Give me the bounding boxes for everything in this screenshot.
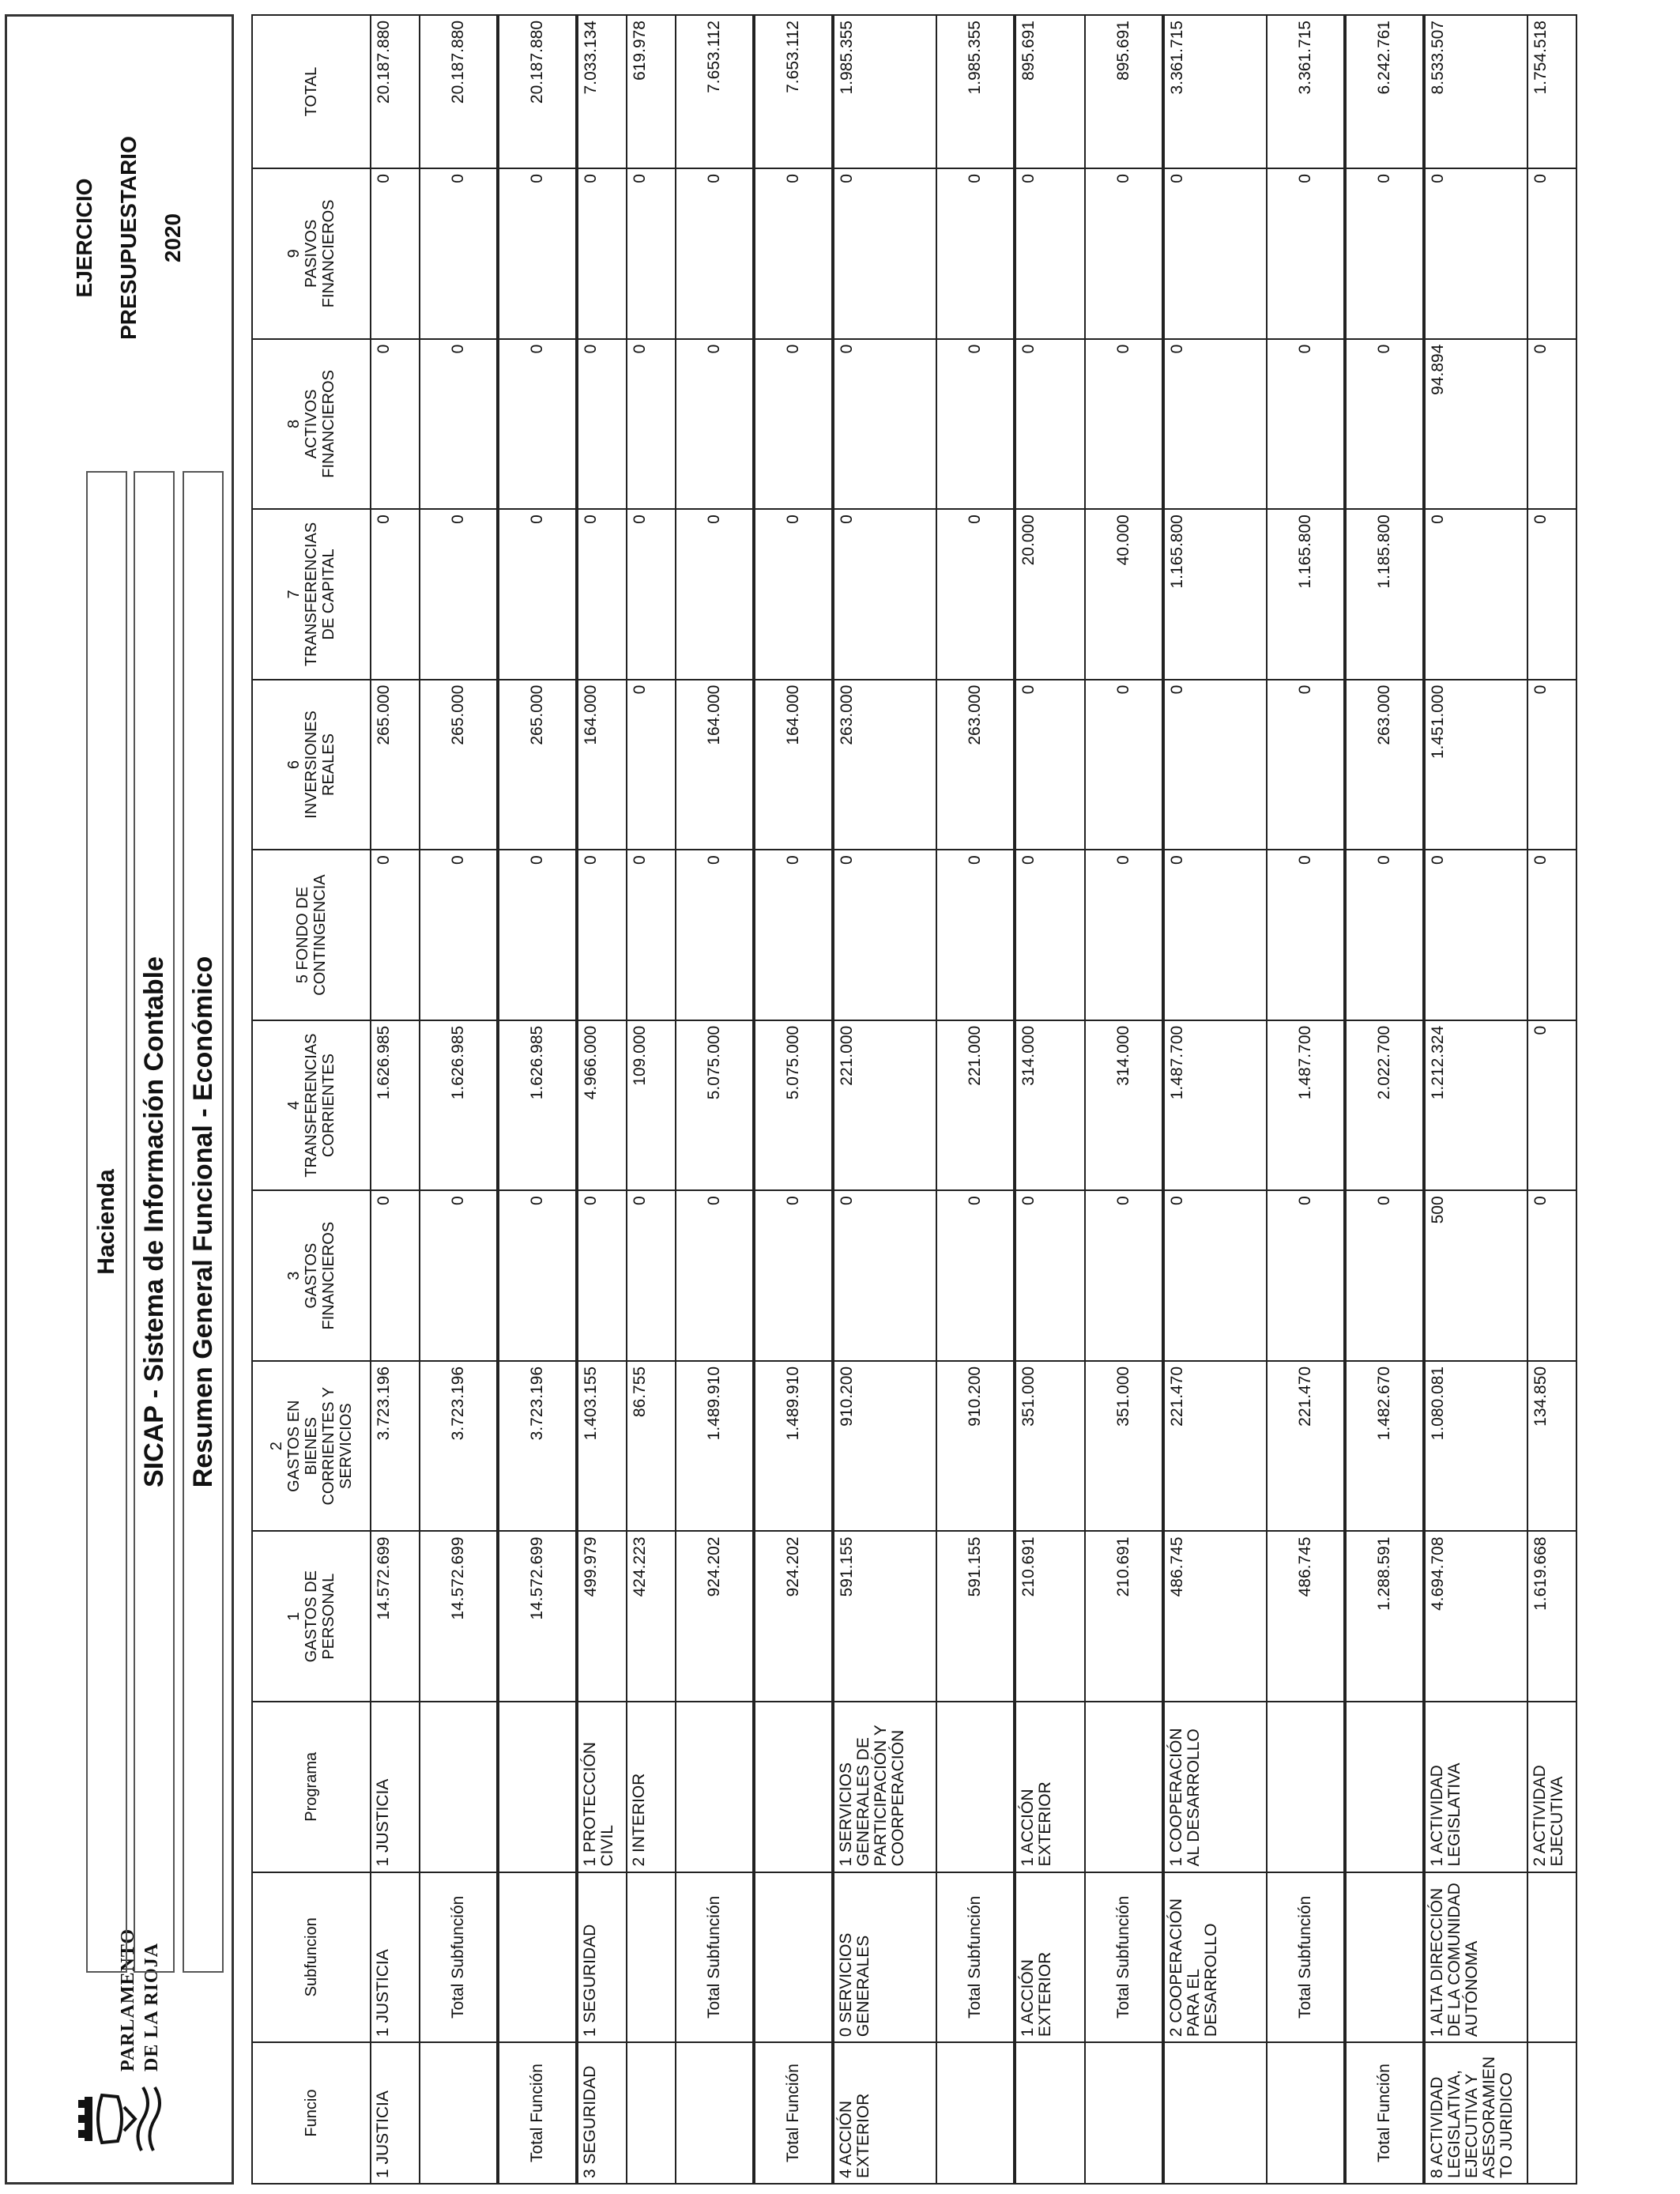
amount-cell: 0 [936, 339, 1015, 510]
total-value-cell: 7.653.112 [754, 15, 833, 168]
amount-cell: 0 [1163, 680, 1267, 850]
amount-cell: 1.489.910 [676, 1361, 754, 1532]
amount-cell: 0 [498, 168, 577, 339]
amount-cell: 0 [420, 168, 498, 339]
amount-cell: 0 [627, 509, 676, 680]
programa-cell: 1 JUSTICIA [371, 1702, 420, 1872]
amount-cell: 0 [420, 1190, 498, 1361]
programa-cell: 1 SERVICIOS GENERALES DE PARTICIPACIÓN Y COORPERACIÓN [833, 1702, 936, 1872]
amount-cell: 0 [936, 1190, 1015, 1361]
amount-cell: 0 [1267, 680, 1345, 850]
amount-cell: 263.000 [833, 680, 936, 850]
amount-cell: 4.694.708 [1424, 1531, 1527, 1702]
column-header-line: CORRIENTES Y [320, 1386, 337, 1506]
amount-cell: 0 [1527, 680, 1576, 850]
amount-cell: 221.470 [1163, 1361, 1267, 1532]
column-header [252, 168, 371, 339]
total-row [754, 15, 833, 2184]
amount-cell: 910.200 [936, 1361, 1015, 1532]
column-header [252, 850, 371, 1020]
subfuncion-cell: Total Subfunción [1267, 1872, 1345, 2043]
amount-cell: 0 [1527, 850, 1576, 1020]
amount-cell: 14.572.699 [371, 1531, 420, 1702]
amount-cell: 591.155 [833, 1531, 936, 1702]
amount-cell: 0 [1527, 509, 1576, 680]
amount-cell: 20.000 [1015, 509, 1085, 680]
amount-cell: 164.000 [577, 680, 627, 850]
programa-cell [936, 1702, 1015, 1872]
amount-cell: 486.745 [1163, 1531, 1267, 1702]
amount-cell: 0 [1015, 850, 1085, 1020]
amount-cell: 164.000 [754, 680, 833, 850]
column-header-line: Funcio [303, 2089, 320, 2137]
programa-cell [754, 1702, 833, 1872]
subfuncion-cell [1345, 1872, 1424, 2043]
subfuncion-cell: 0 SERVICIOS GENERALES [833, 1872, 936, 2043]
amount-cell: 109.000 [627, 1020, 676, 1191]
amount-cell: 1.212.324 [1424, 1020, 1527, 1191]
column-header-line: 5 FONDO DE [294, 886, 311, 984]
column-header [252, 1531, 371, 1702]
amount-cell: 0 [1267, 1190, 1345, 1361]
amount-cell: 0 [627, 339, 676, 510]
amount-cell: 1.489.910 [754, 1361, 833, 1532]
programa-cell: 1 ACCIÓN EXTERIOR [1015, 1702, 1085, 1872]
amount-cell: 14.572.699 [498, 1531, 577, 1702]
column-header-line: Subfuncion [303, 1917, 320, 1997]
amount-cell: 0 [1163, 1190, 1267, 1361]
amount-cell: 5.075.000 [676, 1020, 754, 1191]
amount-cell: 591.155 [936, 1531, 1015, 1702]
column-header [252, 15, 371, 168]
total-row [936, 15, 1015, 2184]
column-header-line: FINANCIEROS [320, 199, 337, 308]
total-value-cell: 7.653.112 [676, 15, 754, 168]
column-header-line: CONTINGENCIA [311, 874, 329, 996]
department-title: Hacienda [93, 1169, 119, 1275]
amount-cell: 0 [1345, 339, 1424, 510]
column-header-line: 1 [285, 1612, 303, 1621]
amount-cell: 0 [420, 509, 498, 680]
amount-cell: 265.000 [371, 680, 420, 850]
column-header-line: PERSONAL [320, 1573, 337, 1660]
total-value-cell: 1.985.355 [833, 15, 936, 168]
total-value-cell: 20.187.880 [420, 15, 498, 168]
subfuncion-cell: 1 ACCIÓN EXTERIOR [1015, 1872, 1085, 2043]
report-title: Resumen General Funcional - Económico [188, 956, 218, 1488]
programa-cell [1267, 1702, 1345, 1872]
amount-cell: 0 [676, 1190, 754, 1361]
programa-cell: 1 COOPERACIÓN AL DESARROLLO [1163, 1702, 1267, 1872]
amount-cell: 0 [1085, 1190, 1163, 1361]
amount-cell: 1.165.800 [1267, 509, 1345, 680]
funcion-cell [1015, 2042, 1085, 2184]
amount-cell: 0 [676, 168, 754, 339]
amount-cell: 0 [936, 168, 1015, 339]
amount-cell: 0 [1163, 850, 1267, 1020]
amount-cell: 0 [577, 850, 627, 1020]
column-header-line: ACTIVOS [303, 389, 320, 459]
amount-cell: 0 [498, 339, 577, 510]
amount-cell: 221.000 [833, 1020, 936, 1191]
amount-cell: 221.470 [1267, 1361, 1345, 1532]
amount-cell: 0 [577, 1190, 627, 1361]
table-row [1163, 15, 1267, 2184]
amount-cell: 0 [754, 850, 833, 1020]
table-row [833, 15, 936, 2184]
amount-cell: 0 [371, 850, 420, 1020]
amount-cell: 0 [1267, 850, 1345, 1020]
amount-cell: 134.850 [1527, 1361, 1576, 1532]
column-header-line: 2 [268, 1442, 285, 1451]
amount-cell: 0 [1015, 680, 1085, 850]
programa-cell: 2 ACTIVIDAD EJECUTIVA [1527, 1702, 1576, 1872]
subfuncion-cell: 1 SEGURIDAD [577, 1872, 627, 2043]
amount-cell: 924.202 [676, 1531, 754, 1702]
amount-cell: 0 [1085, 680, 1163, 850]
funcion-cell [676, 2042, 754, 2184]
amount-cell: 0 [371, 339, 420, 510]
subfuncion-cell [1527, 1872, 1576, 2043]
amount-cell: 0 [833, 168, 936, 339]
table-row [371, 15, 420, 2184]
column-header-line: 4 [285, 1101, 303, 1110]
amount-cell: 210.691 [1015, 1531, 1085, 1702]
table-row [1015, 15, 1085, 2184]
amount-cell: 3.723.196 [420, 1361, 498, 1532]
subfuncion-cell: 1 JUSTICIA [371, 1872, 420, 2043]
amount-cell: 0 [676, 850, 754, 1020]
system-title: SICAP - Sistema de Información Contable [139, 956, 169, 1487]
amount-cell: 0 [1527, 339, 1576, 510]
programa-cell [1085, 1702, 1163, 1872]
amount-cell: 351.000 [1015, 1361, 1085, 1532]
column-header [252, 509, 371, 680]
amount-cell: 0 [1424, 168, 1527, 339]
amount-cell: 0 [627, 850, 676, 1020]
column-header-line: CORRIENTES [320, 1054, 337, 1158]
amount-cell: 1.626.985 [498, 1020, 577, 1191]
amount-cell: 0 [1345, 850, 1424, 1020]
amount-cell: 0 [498, 850, 577, 1020]
amount-cell: 0 [1085, 339, 1163, 510]
total-value-cell: 1.985.355 [936, 15, 1015, 168]
amount-cell: 0 [1015, 339, 1085, 510]
amount-cell: 314.000 [1015, 1020, 1085, 1191]
fiscal-year: 2020 [160, 213, 185, 263]
amount-cell: 0 [1527, 1190, 1576, 1361]
funcion-cell: 8 ACTIVIDAD LEGISLATIVA, EJECUTIVA Y ASESORAMIENTO JURIDICO [1424, 2042, 1527, 2184]
total-value-cell: 3.361.715 [1267, 15, 1345, 168]
table-header-row [252, 15, 371, 2184]
column-header-line: 9 [285, 249, 303, 258]
column-header-line: Programa [303, 1751, 320, 1822]
total-value-cell: 20.187.880 [371, 15, 420, 168]
total-row [676, 15, 754, 2184]
subfuncion-cell: 2 COOPERACIÓN PARA EL DESARROLLO [1163, 1872, 1267, 2043]
column-header-line: REALES [320, 733, 337, 796]
funcion-cell [936, 2042, 1015, 2184]
amount-cell: 1.487.700 [1267, 1020, 1345, 1191]
amount-cell: 910.200 [833, 1361, 936, 1532]
logo-line-1: PARLAMENTO [118, 1928, 138, 2071]
amount-cell: 14.572.699 [420, 1531, 498, 1702]
total-value-cell: 20.187.880 [498, 15, 577, 168]
amount-cell: 0 [627, 680, 676, 850]
column-header-line: DE CAPITAL [320, 548, 337, 640]
funcion-cell: 1 JUSTICIA [371, 2042, 420, 2184]
funcion-cell: Total Función [754, 2042, 833, 2184]
amount-cell: 0 [420, 339, 498, 510]
subfuncion-cell [754, 1872, 833, 2043]
amount-cell: 1.185.800 [1345, 509, 1424, 680]
column-header-line: GASTOS DE [303, 1570, 320, 1663]
total-row [1345, 15, 1424, 2184]
funcion-cell [420, 2042, 498, 2184]
amount-cell: 0 [676, 339, 754, 510]
amount-cell: 1.626.985 [420, 1020, 498, 1191]
amount-cell: 351.000 [1085, 1361, 1163, 1532]
amount-cell: 4.966.000 [577, 1020, 627, 1191]
total-value-cell: 1.754.518 [1527, 15, 1576, 168]
amount-cell: 0 [1163, 339, 1267, 510]
amount-cell: 486.745 [1267, 1531, 1345, 1702]
logo-line-2: DE LA RIOJA [141, 1942, 162, 2071]
amount-cell: 0 [1085, 850, 1163, 1020]
total-row [420, 15, 498, 2184]
column-header [252, 680, 371, 850]
crown-emblem-icon [78, 2079, 173, 2158]
amount-cell: 0 [754, 1190, 833, 1361]
budget-table [251, 14, 1577, 2185]
amount-cell: 1.403.155 [577, 1361, 627, 1532]
budget-label: PRESUPUESTARIO [116, 136, 141, 340]
amount-cell: 1.165.800 [1163, 509, 1267, 680]
column-header-line: GASTOS [303, 1242, 320, 1309]
column-header-line: TRANSFERENCIAS [303, 522, 320, 667]
amount-cell: 221.000 [936, 1020, 1015, 1191]
subfuncion-cell: Total Subfunción [676, 1872, 754, 2043]
amount-cell: 0 [1267, 339, 1345, 510]
funcion-cell: 3 SEGURIDAD [577, 2042, 627, 2184]
table-body [371, 15, 1576, 2184]
column-header-line: PASIVOS [303, 219, 320, 288]
column-header [252, 1872, 371, 2043]
column-header [252, 1020, 371, 1191]
column-header-line: GASTOS EN [285, 1400, 303, 1492]
total-value-cell: 8.533.507 [1424, 15, 1527, 168]
amount-cell: 0 [833, 509, 936, 680]
amount-cell: 0 [936, 850, 1015, 1020]
funcion-cell: 4 ACCIÓN EXTERIOR [833, 2042, 936, 2184]
funcion-cell [1085, 2042, 1163, 2184]
amount-cell: 1.487.700 [1163, 1020, 1267, 1191]
logo [23, 1928, 220, 2166]
amount-cell: 314.000 [1085, 1020, 1163, 1191]
amount-cell: 0 [936, 509, 1015, 680]
amount-cell: 0 [627, 1190, 676, 1361]
table-row [627, 15, 676, 2184]
amount-cell: 0 [833, 850, 936, 1020]
column-header-line: FINANCIEROS [320, 1221, 337, 1330]
column-header-line: FINANCIEROS [320, 370, 337, 478]
amount-cell: 0 [754, 509, 833, 680]
amount-cell: 0 [1345, 1190, 1424, 1361]
amount-cell: 164.000 [676, 680, 754, 850]
column-header-line: 3 [285, 1271, 303, 1280]
programa-cell: 1 ACTIVIDAD LEGISLATIVA [1424, 1702, 1527, 1872]
amount-cell: 0 [420, 850, 498, 1020]
column-header-line: SERVICIOS [337, 1403, 355, 1489]
table-row [1527, 15, 1576, 2184]
amount-cell: 0 [1527, 1020, 1576, 1191]
funcion-cell: Total Función [1345, 2042, 1424, 2184]
total-row [1085, 15, 1163, 2184]
column-header-line: 6 [285, 760, 303, 770]
amount-cell: 0 [1163, 168, 1267, 339]
column-header [252, 1361, 371, 1532]
total-value-cell: 895.691 [1085, 15, 1163, 168]
funcion-cell: Total Función [498, 2042, 577, 2184]
column-header [252, 2042, 371, 2184]
amount-cell: 0 [754, 339, 833, 510]
amount-cell: 0 [1424, 509, 1527, 680]
amount-cell: 0 [371, 509, 420, 680]
report-header [5, 14, 234, 2185]
amount-cell: 0 [371, 168, 420, 339]
amount-cell: 0 [577, 168, 627, 339]
total-value-cell: 7.033.134 [577, 15, 627, 168]
amount-cell: 3.723.196 [371, 1361, 420, 1532]
subfuncion-cell: Total Subfunción [1085, 1872, 1163, 2043]
amount-cell: 265.000 [498, 680, 577, 850]
amount-cell: 0 [1267, 168, 1345, 339]
programa-cell [420, 1702, 498, 1872]
column-header-line: INVERSIONES [303, 711, 320, 819]
amount-cell: 924.202 [754, 1531, 833, 1702]
subfuncion-cell: Total Subfunción [936, 1872, 1015, 2043]
amount-cell: 499.979 [577, 1531, 627, 1702]
total-row [1267, 15, 1345, 2184]
amount-cell: 0 [754, 168, 833, 339]
column-header [252, 1702, 371, 1872]
amount-cell: 3.723.196 [498, 1361, 577, 1532]
amount-cell: 0 [1085, 168, 1163, 339]
amount-cell: 0 [371, 1190, 420, 1361]
funcion-cell [627, 2042, 676, 2184]
amount-cell: 265.000 [420, 680, 498, 850]
amount-cell: 0 [676, 509, 754, 680]
amount-cell: 86.755 [627, 1361, 676, 1532]
amount-cell: 0 [1527, 168, 1576, 339]
total-row [498, 15, 577, 2184]
column-header [252, 1190, 371, 1361]
amount-cell: 1.080.081 [1424, 1361, 1527, 1532]
amount-cell: 0 [498, 1190, 577, 1361]
column-header-line: 7 [285, 590, 303, 599]
amount-cell: 0 [627, 168, 676, 339]
column-header-line: 8 [285, 419, 303, 428]
funcion-cell [1163, 2042, 1267, 2184]
funcion-cell [1527, 2042, 1576, 2184]
subfuncion-cell: Total Subfunción [420, 1872, 498, 2043]
amount-cell: 0 [1345, 168, 1424, 339]
amount-cell: 0 [498, 509, 577, 680]
column-header-line: TRANSFERENCIAS [303, 1033, 320, 1178]
amount-cell: 0 [1424, 850, 1527, 1020]
total-value-cell: 619.978 [627, 15, 676, 168]
amount-cell: 263.000 [1345, 680, 1424, 850]
amount-cell: 0 [1015, 168, 1085, 339]
amount-cell: 1.482.670 [1345, 1361, 1424, 1532]
table-row [577, 15, 627, 2184]
total-value-cell: 6.242.761 [1345, 15, 1424, 168]
programa-cell [498, 1702, 577, 1872]
amount-cell: 40.000 [1085, 509, 1163, 680]
subfuncion-cell [627, 1872, 676, 2043]
programa-cell: 1 PROTECCIÓN CIVIL [577, 1702, 627, 1872]
funcion-cell [1267, 2042, 1345, 2184]
exercise-label: EJERCICIO [72, 178, 96, 298]
amount-cell: 0 [577, 339, 627, 510]
total-value-cell: 895.691 [1015, 15, 1085, 168]
amount-cell: 2.022.700 [1345, 1020, 1424, 1191]
amount-cell: 0 [1015, 1190, 1085, 1361]
programa-cell [676, 1702, 754, 1872]
amount-cell: 500 [1424, 1190, 1527, 1361]
amount-cell: 1.288.591 [1345, 1531, 1424, 1702]
subfuncion-cell [498, 1872, 577, 2043]
amount-cell: 0 [833, 1190, 936, 1361]
amount-cell: 1.626.985 [371, 1020, 420, 1191]
column-header-line: TOTAL [303, 66, 320, 117]
column-header-line: BIENES [303, 1417, 320, 1476]
amount-cell: 210.691 [1085, 1531, 1163, 1702]
amount-cell: 94.894 [1424, 339, 1527, 510]
total-value-cell: 3.361.715 [1163, 15, 1267, 168]
amount-cell: 1.451.000 [1424, 680, 1527, 850]
amount-cell: 424.223 [627, 1531, 676, 1702]
programa-cell: 2 INTERIOR [627, 1702, 676, 1872]
amount-cell: 0 [833, 339, 936, 510]
amount-cell: 263.000 [936, 680, 1015, 850]
table-row [1424, 15, 1527, 2184]
budget-table-wrap [251, 14, 1674, 2185]
programa-cell [1345, 1702, 1424, 1872]
amount-cell: 1.619.668 [1527, 1531, 1576, 1702]
fiscal-year-block [62, 32, 195, 443]
amount-cell: 0 [577, 509, 627, 680]
amount-cell: 5.075.000 [754, 1020, 833, 1191]
subfuncion-cell: 1 ALTA DIRECCIÓN DE LA COMUNIDAD AUTÓNOMA [1424, 1872, 1527, 2043]
column-header [252, 339, 371, 510]
